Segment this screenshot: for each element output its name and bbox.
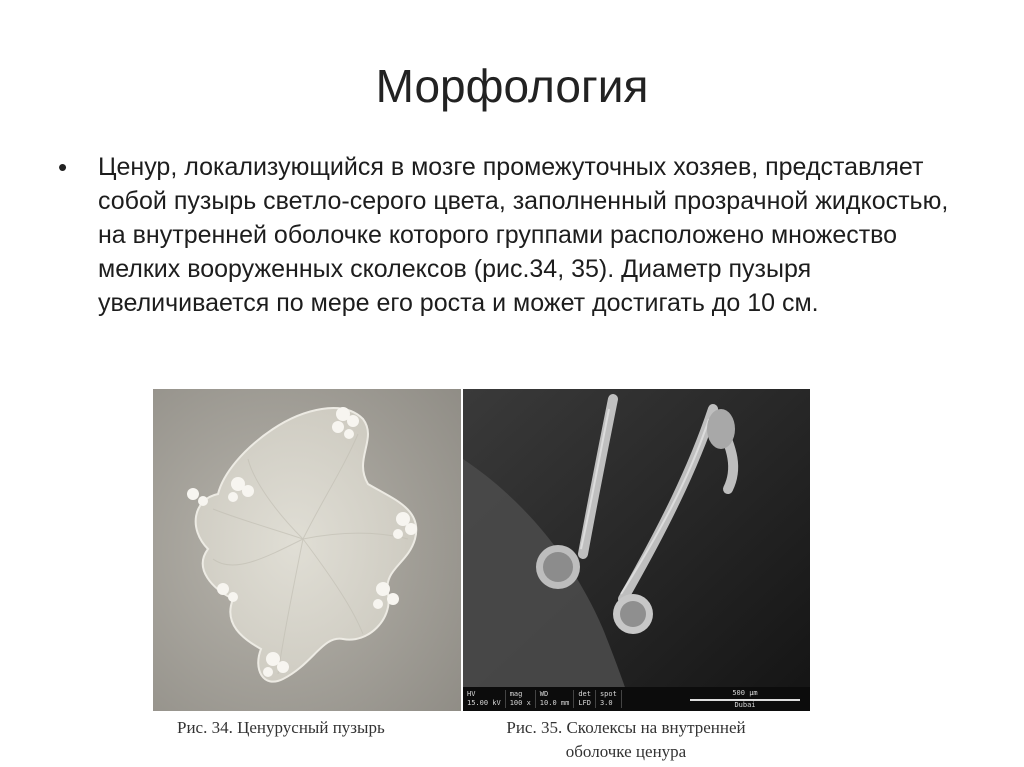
sem-spot-value: 3.0: [599, 699, 613, 707]
sem-hv-value: 15.00 kV: [467, 699, 501, 707]
figure-34-caption: Рис. 34. Ценурусный пузырь: [177, 718, 385, 737]
scolices-sem-image: [463, 389, 810, 711]
figure-35-caption-line2: оболочке ценура: [565, 742, 687, 761]
sem-scale-label: 500 µm: [732, 689, 758, 697]
bullet-text: Ценур, локализующийся в мозге промежуточных хозяев, представляет собой пузырь светло-серого цвета, заполненный прозрачной жидкостью, на внутренней оболочке которого группами расположено множество мелких вооруженных сколексов (рис.34, 35). Диаметр пузыря увеличивается по мере его роста и может достигать до 10 см.: [98, 153, 949, 317]
figure-35-caption-line1: Рис. 35. Сколексы на внутренней: [506, 718, 746, 737]
bullet-list: [58, 150, 958, 320]
sem-info-bar: [463, 687, 810, 711]
sem-scale-bar: [690, 689, 800, 709]
coenurus-bladder-photo: [153, 389, 461, 711]
sem-det-value: LFD: [578, 699, 591, 707]
figure-35-caption: [476, 716, 776, 764]
sem-mag-label: mag: [509, 690, 523, 698]
sem-det-label: det: [578, 690, 591, 698]
bullet-marker: •: [58, 152, 68, 182]
figure-block: [153, 389, 810, 711]
sem-spot-label: spot: [599, 690, 617, 698]
sem-hv-label: HV: [467, 690, 476, 698]
sem-site-label: Dubai: [734, 701, 756, 709]
sem-mag-value: 100 x: [509, 699, 531, 707]
slide-title: Морфология: [375, 60, 649, 112]
sem-wd-value: 10.0 mm: [539, 699, 570, 707]
sem-wd-label: WD: [539, 690, 549, 698]
